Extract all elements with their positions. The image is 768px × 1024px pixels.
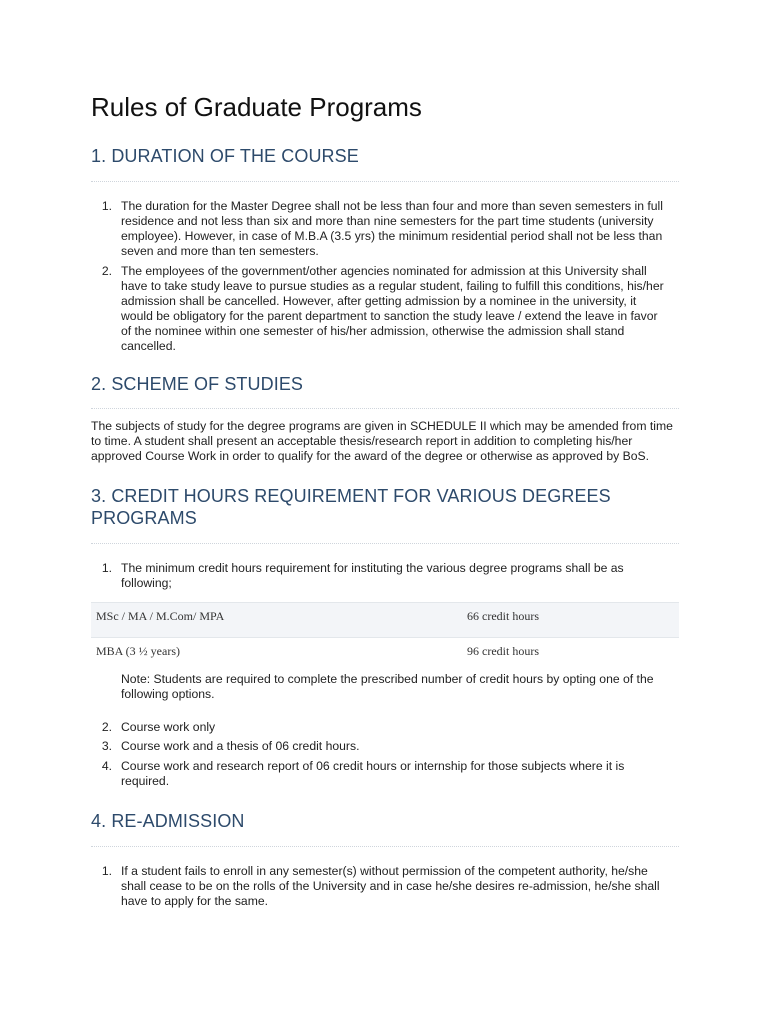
list-number: 2. bbox=[101, 720, 112, 734]
list-item-text: Course work and a thesis of 06 credit hours. bbox=[121, 739, 360, 753]
list-item-text: The minimum credit hours requirement for instituting the various degree programs shall be as following; bbox=[121, 561, 624, 590]
list-item-text: The duration for the Master Degree shall not be less than four and more than seven semesters in full residence and not less than six and more than nine semesters for the part time students (university employee). However, in case of M.B.A (3.5 yrs) the minimum residential period shall not be less than seven and more than ten semesters. bbox=[121, 199, 663, 258]
section-heading-scheme: 2. SCHEME OF STUDIES bbox=[91, 374, 304, 394]
page-title: Rules of Graduate Programs bbox=[91, 92, 422, 122]
table-row bbox=[91, 602, 679, 637]
list-item-text: If a student fails to enroll in any semester(s) without permission of the competent authority, he/she shall cease to be on the rolls of the University and in case he/she desires re-admission, he/she shall have to apply for the same. bbox=[121, 864, 660, 908]
table-cell-program: MSc / MA / M.Com/ MPA bbox=[96, 609, 225, 623]
list-number: 3. bbox=[101, 739, 112, 753]
section-heading-credit-hours: 3. CREDIT HOURS REQUIREMENT FOR VARIOUS DEGREES PROGRAMS bbox=[91, 486, 611, 528]
credit-note: Note: Students are required to complete the prescribed number of credit hours by opting one of the following options. bbox=[121, 672, 654, 701]
list-item-text: The employees of the government/other agencies nominated for admission at this University shall have to take study leave to pursue studies as a regular student, failing to fulfill this conditions, his/her admission shall be cancelled. However, after getting admission by a nominee in the university, it would be obligatory for the parent department to sanction the study leave / extend the leave in favor of the nominee within one semester of his/her admission, otherwise the admission shall stand cancelled. bbox=[121, 264, 664, 353]
section-divider bbox=[91, 846, 679, 847]
section-divider bbox=[91, 408, 679, 409]
list-number: 1. bbox=[101, 561, 112, 575]
list-item-text: Course work and research report of 06 credit hours or internship for those subjects where it is required. bbox=[121, 759, 625, 788]
list-number: 1. bbox=[101, 199, 112, 213]
table-cell-program: MBA (3 ½ years) bbox=[96, 644, 180, 658]
list-item-text: Course work only bbox=[121, 720, 216, 734]
table-row bbox=[91, 637, 679, 672]
section-heading-readmission: 4. RE-ADMISSION bbox=[91, 811, 245, 831]
section-divider bbox=[91, 181, 679, 182]
list-number: 2. bbox=[101, 264, 112, 278]
section-divider bbox=[91, 543, 679, 544]
section-paragraph: The subjects of study for the degree programs are given in SCHEDULE II which may be amended from time to time. A student shall present an acceptable thesis/research report in addition to completing his/her approved Course Work in order to qualify for the award of the degree or otherwise as approved by BoS. bbox=[91, 419, 673, 463]
list-number: 4. bbox=[101, 759, 112, 773]
list-number: 1. bbox=[101, 864, 112, 878]
table-cell-hours: 96 credit hours bbox=[467, 644, 539, 658]
table-cell-hours: 66 credit hours bbox=[467, 609, 539, 623]
section-heading-duration: 1. DURATION OF THE COURSE bbox=[91, 146, 359, 166]
